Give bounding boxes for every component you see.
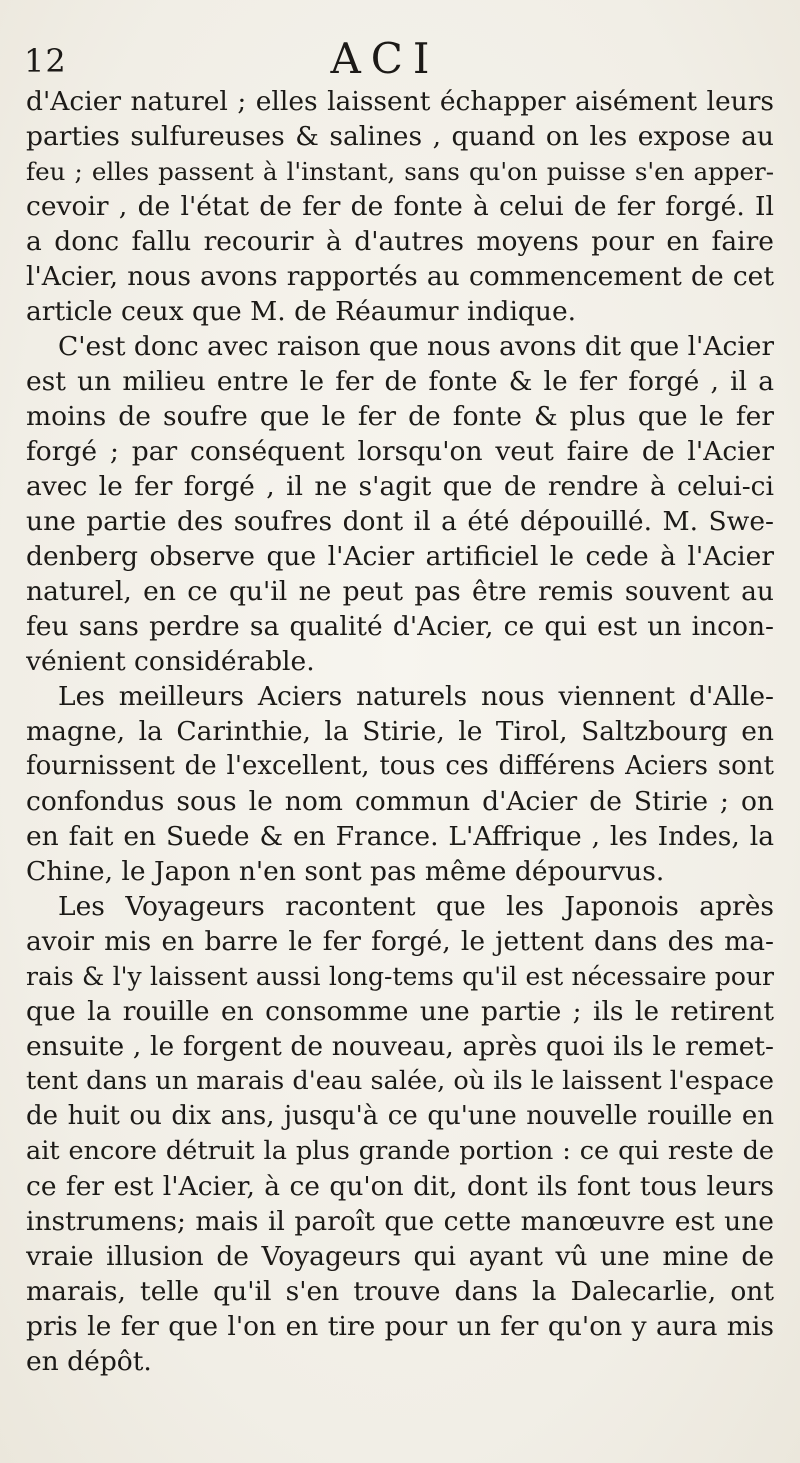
text-line: Les meilleurs Aciers naturels nous viennent d'Alle- <box>58 681 774 712</box>
paragraph <box>26 889 774 1379</box>
text-line: l'Acier, nous avons rapportés au commencement de cet <box>26 261 774 292</box>
paragraph <box>26 329 774 679</box>
paragraph <box>26 84 774 329</box>
text-line: d'Acier naturel ; elles laissent échapper aisément leurs <box>26 86 774 117</box>
text-line: ce fer est l'Acier, à ce qu'on dit, dont ils font tous leurs <box>26 1171 774 1202</box>
running-head: ACI <box>330 34 440 83</box>
text-line: de huit ou dix ans, jusqu'à ce qu'une nouvelle rouille en <box>26 1101 774 1131</box>
text-line: tent dans un marais d'eau salée, où ils le laissent l'espace <box>26 1066 774 1096</box>
text-line: forgé ; par conséquent lorsqu'on veut faire de l'Acier <box>26 436 774 467</box>
body-text <box>26 84 774 1379</box>
text-line: fournissent de l'excellent, tous ces différens Aciers sont <box>26 751 774 781</box>
text-line: a donc fallu recourir à d'autres moyens pour en faire <box>26 226 774 257</box>
text-line: avec le fer forgé , il ne s'agit que de rendre à celui-ci <box>26 471 774 502</box>
text-line: C'est donc avec raison que nous avons dit que l'Acier <box>58 331 774 362</box>
page-number: 12 <box>24 42 67 80</box>
text-line: rais & l'y laissent aussi long-tems qu'il est nécessaire pour <box>26 962 774 991</box>
text-line: magne, la Carinthie, la Stirie, le Tirol, Saltzbourg en <box>26 716 774 747</box>
text-line: confondus sous le nom commun d'Acier de Stirie ; on <box>26 786 774 817</box>
text-line: cevoir , de l'état de fer de fonte à celui de fer forgé. Il <box>26 191 774 222</box>
text-line: Les Voyageurs racontent que les Japonois après <box>58 891 774 922</box>
text-line: ensuite , le forgent de nouveau, après quoi ils le remet- <box>26 1031 774 1062</box>
text-line: feu ; elles passent à l'instant, sans qu'on puisse s'en apper- <box>26 157 774 186</box>
text-line: instrumens; mais il paroît que cette manœuvre est une <box>26 1206 774 1237</box>
text-line: ait encore détruit la plus grande portion : ce qui reste de <box>26 1136 774 1166</box>
text-line: que la rouille en consomme une partie ; ils le retirent <box>26 996 774 1027</box>
text-line: parties sulfureuses & salines , quand on les expose au <box>26 121 774 152</box>
text-line: pris le fer que l'on en tire pour un fer qu'on y aura mis <box>26 1311 774 1342</box>
text-line: marais, telle qu'il s'en trouve dans la Dalecarlie, ont <box>26 1276 774 1307</box>
text-line: feu sans perdre sa qualité d'Acier, ce qui est un incon- <box>26 611 774 642</box>
text-line: article ceux que M. de Réaumur indique. <box>26 296 577 327</box>
text-line: est un milieu entre le fer de fonte & le fer forgé , il a <box>26 366 774 397</box>
text-line: en dépôt. <box>26 1346 152 1377</box>
text-line: moins de soufre que le fer de fonte & plus que le fer <box>26 401 774 432</box>
page-header <box>0 34 800 84</box>
text-line: une partie des soufres dont il a été dépouillé. M. Swe- <box>26 506 774 537</box>
text-line: en fait en Suede & en France. L'Affrique , les Indes, la <box>26 821 774 852</box>
text-line: vénient considérable. <box>26 646 315 677</box>
text-line: denberg observe que l'Acier artificiel le cede à l'Acier <box>26 541 774 572</box>
text-line: vraie illusion de Voyageurs qui ayant vû une mine de <box>26 1241 774 1272</box>
text-line: avoir mis en barre le fer forgé, le jettent dans des ma- <box>26 926 774 957</box>
text-line: naturel, en ce qu'il ne peut pas être remis souvent au <box>26 576 774 607</box>
paragraph <box>26 679 774 889</box>
text-line: Chine, le Japon n'en sont pas même dépourvus. <box>26 856 665 887</box>
